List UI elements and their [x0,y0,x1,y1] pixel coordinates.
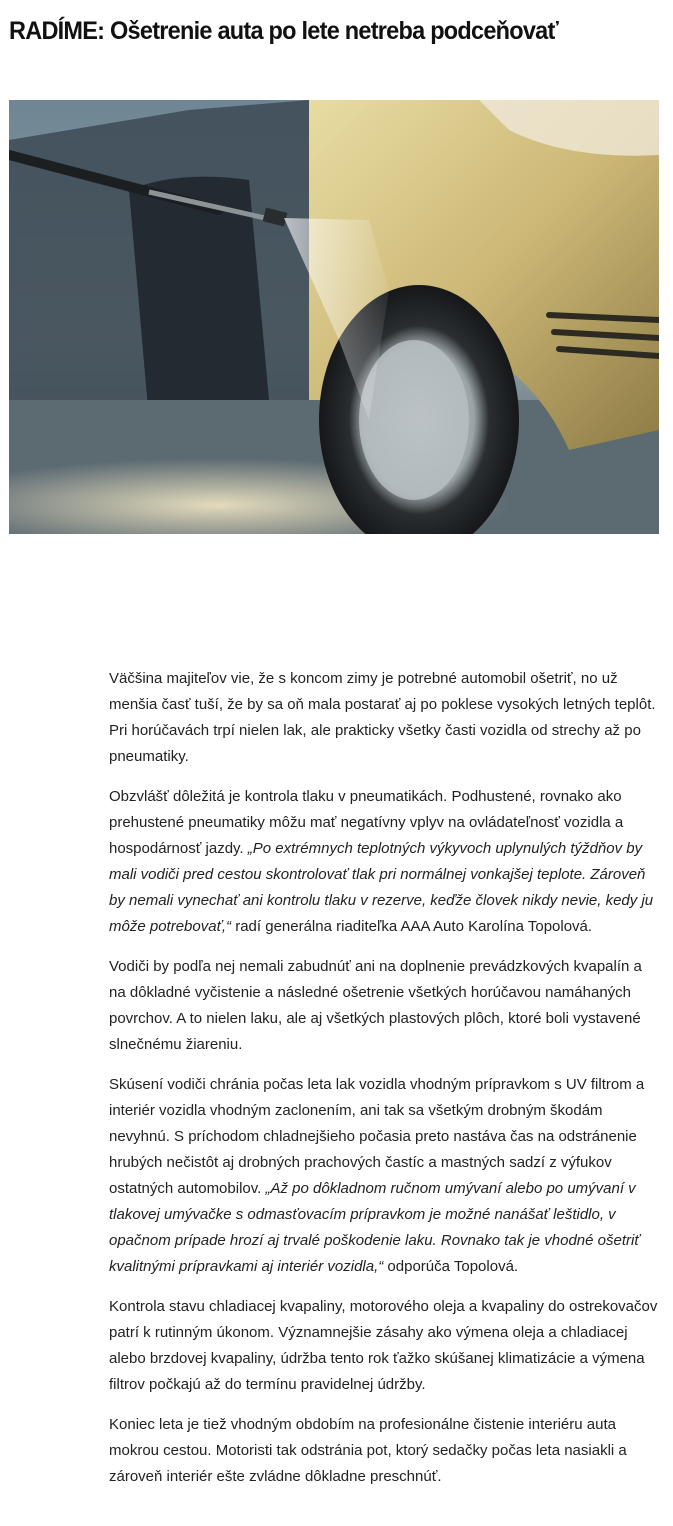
quote: „Po extrémnych teplotných výkyvoch uplynulých týždňov by mali vodiči pred cestou skontrolovať tlak pri normálnej vonkajšej teplote. Zároveň by nemali vynechať ani kontrolu tlaku v rezerve, keďže človek nikdy nevie, kedy ju môže potrebovať,“ [109,840,654,935]
quote: „Až po dôkladnom ručnom umývaní alebo po umývaní v tlakovej umývačke s odmasťovacím prípravkom je možné nanášať leštidlo, v opačnom prípade hrozí aj trvalé poškodenie laku. Rovnako tak je vhodné ošetriť kvalitnými prípravkami aj interiér vozidla,“ [109,1180,640,1275]
hero-image [9,100,659,534]
paragraph-4: Skúsení vodiči chránia počas leta lak vozidla vhodným prípravkom s UV filtrom a interiér vozidla vhodným zaclonením, ani tak sa všetkým drobným škodám nevyhnú. S príchodom chladnejšieho počasia preto nastáva čas na odstránenie hrubých nečistôt aj drobných prachových častíc a mastných sadzí z výfukov ostatných automobilov. „Až po dôkladnom ručnom umývaní alebo po umývaní v tlakovej umývačke s odmasťovacím prípravkom je možné nanášať leštidlo, v opačnom prípade hrozí aj trvalé poškodenie laku. Rovnako tak je vhodné ošetriť kvalitnými prípravkami aj interiér vozidla,“ odporúča Topolová. [109,1076,645,1275]
article-title: RADÍME: Ošetrenie auta po lete netreba podceňovať [9,17,558,45]
article-body [109,666,661,1504]
paragraph-2: Obzvlášť dôležitá je kontrola tlaku v pneumatikách. Podhustené, rovnako ako prehustené pneumatiky môžu mať negatívny vplyv na ovládateľnosť vozidla a hospodárnosť jazdy. „Po extrémnych teplotných výkyvoch uplynulých týždňov by mali vodiči pred cestou skontrolovať tlak pri normálnej vonkajšej teplote. Zároveň by nemali vynechať ani kontrolu tlaku v rezerve, keďže človek nikdy nevie, kedy ju môže potrebovať,“ radí generálna riaditeľka AAA Auto Karolína Topolová. [109,788,654,935]
paragraph-6: Koniec leta je tiež vhodným obdobím na profesionálne čistenie interiéru auta mokrou cestou. Motoristi tak odstránia pot, ktorý sedačky počas leta nasiakli a zároveň interiér ešte zvládne dôkladne preschnúť. [109,1416,627,1485]
paragraph-1: Väčšina majiteľov vie, že s koncom zimy je potrebné automobil ošetriť, no už menšia časť tuší, že by sa oň mala postarať aj po poklese vysokých letných teplôt. Pri horúčavách trpí nielen lak, ale prakticky všetky časti vozidla od strechy až po pneumatiky. [109,670,656,765]
paragraph-3: Vodiči by podľa nej nemali zabudnúť ani na doplnenie prevádzkových kvapalín a na dôkladné vyčistenie a následné ošetrenie všetkých horúčavou namáhaných povrchov. A to nielen laku, ale aj všetkých plastových plôch, ktoré boli vystavené slnečnému žiareniu. [109,958,642,1053]
car-wash-illustration [9,100,659,534]
paragraph-5: Kontrola stavu chladiacej kvapaliny, motorového oleja a kvapaliny do ostrekovačov patrí k rutinným úkonom. Významnejšie zásahy ako výmena oleja a chladiacej alebo brzdovej kvapaliny, údržba tento rok ťažko skúšanej klimatizácie a výmena filtrov počkajú až do termínu pravidelnej údržby. [109,1298,658,1393]
